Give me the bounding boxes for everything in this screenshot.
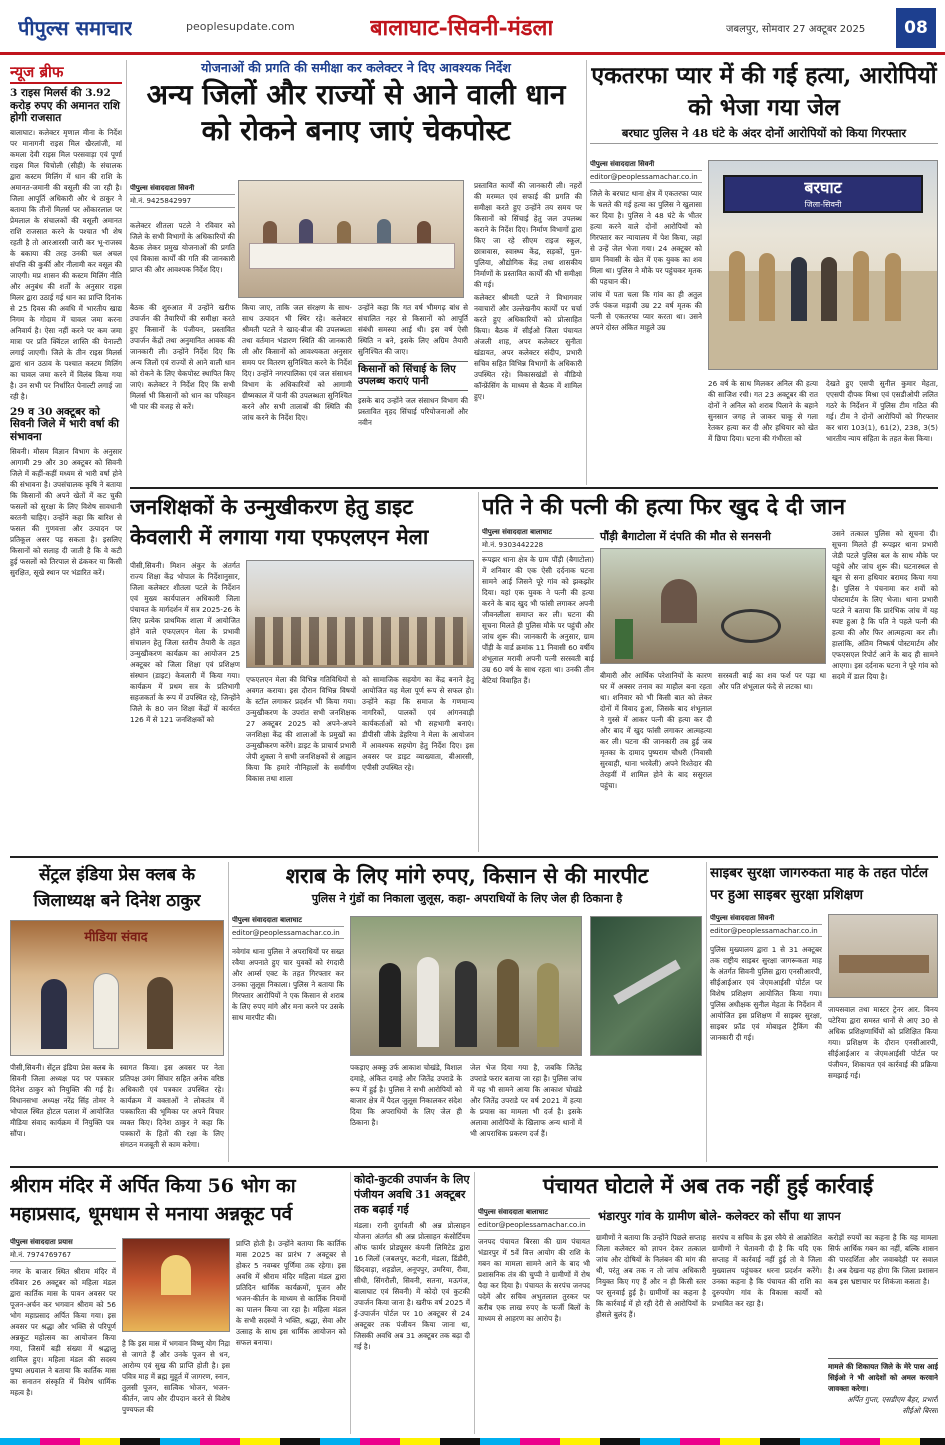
- story-paragraph: प्रस्तावित कार्यों की जानकारी ली। नहरों की मरम्मत एवं सफाई की प्रगति की समीक्षा करते हुए उन्होंने तय समय पर किसानों को सिंचाई हेतु जल उपलब्ध कराने के निर्देश दिए। निर्माण विभागों द्वारा किए जा रहे सीएम राइज स्कूल, छात्रावास, स्वास्थ्य केंद्र, सड़कों, पुल-पुलिया, औद्योगिक केंद्र तथा शासकीय निर्माणों के प्रस्तावित कार्यों की भी समीक्षा की गई।: [474, 181, 582, 289]
- quote-text: मामले की शिकायत जिले के मेरे पास आई सिईओ ने भी आदेशों को अमल करवाने जावक्ता करेगा।: [828, 1362, 938, 1393]
- story-paragraph: करोड़ों रुपयों का कहना है कि यह मामला सिर्फ आर्थिक गबन का नहीं, बल्कि शासन की पारदर्शिता और जवाबदेही पर सवाल है। अब देखना यह होगा कि जिला प्रशासन कब इस भ्रष्टाचार पर शिकंजा कसता है।: [828, 1233, 938, 1286]
- procession-photo: [350, 916, 582, 1056]
- byline: पीपुल्स संवाददाता बालाघाट: [478, 1208, 590, 1219]
- story-text-col-1b: [130, 302, 235, 485]
- story-paragraph: पकड़ाए अक्कू उर्फ आकाश चोखंडे, विशाल दमाहे, अंकित दमाहे और जितेंद्र उपराडे के रूप में हुई है। पुलिस ने सभी आरोपियों को बाजार क्षेत्र में पैदल जुलूस निकालकर संदेश दिया कि अपराधियों के लिए जेल ही ठिकाना है।: [350, 1063, 462, 1127]
- story-text-col-3: [832, 528, 938, 850]
- story-one-sided-love: [590, 60, 938, 485]
- section-title: बालाघाट-सिवनी-मंडला: [370, 15, 554, 41]
- story-paragraph: उसने तत्काल पुलिस को सूचना दी। सूचना मिलते ही रूपझर थाना प्रभारी जेडी पटले पुलिस बल के साथ मौके पर पहुंचे और जांच शुरू की। घटनास्थल से खून से सना हथियार बरामद किया गया है। पुलिस ने पंचनामा कर शवों को पोस्टमार्टम के लिए भेजा। थाना प्रभारी पटले ने बताया कि प्रारंभिक जांच में यह स्पष्ट हुआ है कि पति ने पहले पत्नी की हत्या की और फिर आत्महत्या कर ली। हालांकि, अंतिम निष्कर्ष पोस्टमार्टम और एफएसएल रिपोर्ट आने के बाद ही सामने आएगा। इस दर्दनाक घटना ने पूरे गांव को सदमे में डाल दिया है।: [832, 529, 938, 681]
- story-checkpost: [130, 60, 582, 485]
- story-text-col-1: [232, 946, 344, 1162]
- story-paragraph: एफएलएन मेला की विभिन्न गतिविधियों से अवगत कराया। इस दौरान विभिन्न विषयों के स्टॉल लगाकर प्रदर्शन भी किया गया। उन्मुखीकरण के उपरांत सभी जनशिक्षक 27 अक्टूबर 2025 को अपने-अपने जनशिक्षा केंद्र की शालाओं के प्रमुखों का उन्मुखीकरण करेंगे। डाइट के प्राचार्य प्रभारी जेपी शुक्ला ने सभी जनशिक्षकों से आह्वान किया कि हमारे नौनिहालों के सर्वांगीण विकास तथा शाला: [246, 675, 356, 783]
- story-text-col-2: [350, 1062, 462, 1162]
- story-deck: पौंड़ी बैगाटोला में दंपति की मौत से सनसनी: [600, 530, 771, 543]
- story-headline: अन्य जिलों और राज्यों से आने वाली धान को रोकने बनाए जाएं चेकपोस्ट: [146, 78, 566, 147]
- story-paragraph: बैठक की शुरुआत में उन्होंने खरीफ उपार्जन की तैयारियों की समीक्षा करते हुए किसानों के पंजीयन, प्रस्तावित उपार्जन केंद्रों तथा अनुमानित आवक की जानकारी ली। उन्होंने निर्देश दिए कि अन्य जिलों एवं राज्यों से आने वाली धान को रोकने के लिए चेकपोस्ट स्थापित किए जाएं। कलेक्टर ने निर्देश दिए कि सभी मिलर्स भी किसानों को धान का परिवहन भी पार की वजह से करें।: [130, 303, 235, 411]
- story-text-col-1: [710, 944, 822, 1162]
- page-number: 08: [896, 8, 936, 48]
- story-headline: कोदो-कुटकी उपार्जन के लिए पंजीयन अवधि 31 अक्टूबर तक बढ़ाई गई: [354, 1173, 470, 1216]
- story-paragraph: 26 वर्ष के साथ मिलकर अनिल की हत्या की साजिश रची। गत 23 अक्टूबर की रात दोनों ने अनिल को शराब पिलाने के बहाने सुनसान जगह ले जाकर चाकू से गला रेतकर हत्या कर दी और हथियार को खेत में छिपा दिया। घटना की गंभीरता को: [708, 379, 818, 443]
- section-rule: [10, 856, 938, 858]
- story-paragraph: जायसवाल तथा मास्टर ट्रेनर आर. विनय पटेरिया द्वारा समस्त थानों से आए 30 से अधिक प्रशिक्षणार्थियों को प्रशिक्षित किया गया। प्रशिक्षण के दौरान एनसीआरपी, सीईआईआर व जेएमआईसी पोर्टल पर पंजीयन, शिकायत एवं कार्रवाई की प्रक्रिया समझाई गई।: [828, 1005, 938, 1080]
- mobile-number: मो.नं. 9425842997: [130, 197, 235, 208]
- story-paragraph: स्वागत किया। इस अवसर पर नेता प्रतिपक्ष उमंग सिंघार सहित अनेक वरिष्ठ अधिकारी एवं पत्रकार उपस्थित रहे। कार्यक्रम में वक्ताओं ने लोकतंत्र में पत्रकारिता की भूमिका पर अपने विचार व्यक्त किए। दिनेश ठाकुर ने कहा कि पत्रकारों के हितों की रक्षा के लिए संगठन मजबूती से काम करेगा।: [120, 1063, 224, 1149]
- byline: पीपुल्स संवाददाता बालाघाट: [232, 916, 344, 927]
- brief-body-2: सिवनी। मौसम विज्ञान विभाग के अनुसार आगामी 29 और 30 अक्टूबर को सिवनी जिले में कहीं-कहीं मध्यम से भारी वर्षा होने की संभावना है। उपसंचालक कृषि ने बताया कि किसानों की अपने खेतों में कट चुकी फसलों को सुरक्षा के लिए विशेष सावधानी बरतनी चाहिए। उन्होंने कहा कि बारिश से फसल की गुणवत्ता और उत्पादन पर प्रतिकूल असर पड़ सकता है। इसलिए किसानों को सलाह दी जाती है कि वे कटी हुई फसलों को तिरपाल से ढंककर या किसी सुरक्षित, सूखे स्थान पर भंडारित करें।: [10, 446, 122, 577]
- story-text-col-3: [712, 1232, 822, 1434]
- byline: पीपुल्स संवाददाता सिवनी: [710, 914, 822, 925]
- email: editor@peoplessamachar.co.in: [590, 173, 702, 183]
- training-photo: [828, 914, 938, 998]
- story-subhead: किसानों को सिंचाई के लिए उपलब्ध कराएं पानी: [358, 361, 468, 391]
- village-scene-photo: [600, 548, 826, 664]
- story-headline: एकतरफा प्यार में की गई हत्या, आरोपियों को भेजा गया जेल: [591, 62, 937, 121]
- story-text-col-2: [122, 1338, 230, 1434]
- story-headline: पति ने की पत्नी की हत्या फिर खुद दे दी जान: [482, 494, 846, 520]
- story-text-col-3: [362, 674, 474, 850]
- byline-block: [710, 914, 822, 939]
- story-paragraph: किया जाए, ताकि जल संरक्षण के साथ-साथ उत्पादन भी स्थिर रहे। कलेक्टर श्रीमती पटले ने खाद-बीज की उपलब्धता तथा वर्तमान भंडारण स्थिति की जानकारी ली और किसानों को आवश्यकता अनुसार समय पर वितरण सुनिश्चित करने के निर्देश दिए। उन्होंने नगरपालिका एवं जल संसाधन विभाग के अधिकारियों को आगामी ग्रीष्मकाल में पानी की उपलब्धता सुनिश्चित करने और सभी तालाबों की स्थिति की जांच करने के निर्देश दिए।: [242, 303, 352, 422]
- website: peoplesupdate.com: [186, 20, 295, 33]
- story-text-col-3: [470, 1062, 582, 1162]
- date-line: जबलपुर, सोमवार 27 अक्टूबर 2025: [726, 24, 866, 35]
- byline-block: [232, 916, 344, 941]
- workshop-photo: [246, 560, 474, 668]
- story-paragraph: है कि इस मास में भगवान विष्णु योग निद्रा से जागते हैं और उनके पूजन से धन, आरोग्य एवं सुख की प्राप्ति होती है। इस पवित्र माह में ब्रह्म मुहूर्त में जागरण, स्नान, तुलसी पूजन, सात्विक भोजन, भजन-कीर्तन, जाप और दीपदान करने से विशेष पुण्यफल की: [122, 1339, 230, 1414]
- byline-block: [590, 160, 702, 185]
- story-kodo-kutki: [354, 1172, 470, 1434]
- story-headline: साइबर सुरक्षा जागरुकता माह के तहत पोर्टल पर हुआ साइबर सुरक्षा प्रशिक्षण: [710, 865, 929, 903]
- story-headline: पंचायत घोटाले में अब तक नहीं हुई कार्रवाई: [542, 1173, 874, 1198]
- story-paragraph: जिले के बरघाट थाना क्षेत्र में एकतरफा प्यार के चलते की गई हत्या का पुलिस ने खुलासा कर दिया है। पुलिस ने 48 घंटे के भीतर हत्या करने वाले दोनों आरोपियों को गिरफ्तार कर न्यायालय में पेश किया, जहां से उन्हें जेल भेजा गया। 24 अक्टूबर को ग्राम निवासी के खेत में एक युवक का शव मिला था। पुलिस ने मौके पर पहुंचकर मृतक की पहचान की।: [590, 189, 702, 286]
- story-paragraph: इसके बाद उन्होंने जल संसाधन विभाग की प्रस्तावित वृहद सिंचाई परियोजनाओं और नवीन: [358, 396, 468, 427]
- news-brief-column: [10, 62, 122, 662]
- byline: पीपुल्स संवाददाता प्रयास: [10, 1238, 116, 1249]
- brief-headline-1: 3 राइस मिलर्स की 3.92 करोड़ रुपए की अमानत राशि होगी राजसात: [10, 87, 120, 125]
- photo-caption: सरस्वती बाई का शव फर्श पर पड़ा था और पति शंभूलाल फंदे से लटका था।: [718, 671, 826, 691]
- station-sign-sub: जिला-सिवनी: [804, 200, 842, 209]
- story-text-col-2: [120, 1062, 224, 1162]
- story-liquor-extortion: [232, 862, 702, 1162]
- quote-signoff: अर्पित गुप्ता, एसडीएम बैहर, प्रभारी सीईओ बिरसा: [847, 1395, 938, 1415]
- story-headline: सेंट्रल इंडिया प्रेस क्लब के जिलाध्यक्ष बने दिनेश ठाकुर: [33, 865, 201, 911]
- station-sign-title: बरघाट: [804, 178, 842, 197]
- byline-block: [10, 1238, 116, 1264]
- story-text-col-2: [246, 674, 356, 850]
- byline: पीपुल्स संवाददाता सिवनी: [130, 184, 235, 195]
- police-station-photo: [708, 160, 938, 370]
- column-rule: [228, 862, 229, 1162]
- story-paragraph: पीसी,सिवनी। मिशन अंकुर के अंतर्गत राज्य शिक्षा केंद्र भोपाल के निर्देशानुसार, जिला कलेक्टर शीतला पटले के निर्देशन एवं मुख्य कार्यपालन अधिकारी जिला पंचायत के मार्गदर्शन में सत्र 2025-26 के लिए प्रत्येक प्राथमिक शाला में आयोजित होने वाले एफएलएन मेला के प्रभावी संचालन हेतु जिला स्तरीय तैयारी के तहत उन्मुखीकरण कार्यक्रम का आयोजन 25 अक्टूबर को जिला शिक्षा एवं प्रशिक्षण संस्थान (डाइट) केवलारी में किया गया। कार्यक्रम में प्रथम सत्र के प्रतिभागी सहजकर्ता के रूप में उपस्थित रहे, जिन्होंने जिले के 80 जन शिक्षा केंद्रों में कार्यरत 126 में से 121 जनशिक्षकों को: [130, 561, 240, 724]
- story-shriram-mandir: [10, 1172, 346, 1434]
- story-paragraph: रूपझर थाना क्षेत्र के ग्राम पौंड़ी (बैगाटोला) में शनिवार की एक ऐसी दर्दनाक घटना सामने आई जिसने पूरे गांव को झकझोर दिया। यहां एक युवक ने पत्नी की हत्या करने के बाद खुद भी फांसी लगाकर अपनी जीवनलीला समाप्त कर ली। घटना की सूचना मिलते ही पुलिस मौके पर पहुंची और जांच शुरू की। जानकारी के अनुसार, ग्राम पौंड़ी के वार्ड क्रमांक 11 निवासी 60 वर्षीय शंभूलाल मरावी अपनी पत्नी सरस्वती बाई उम्र 60 वर्ष के साथ रहता था। उनकी तीन बेटियां विवाहित हैं।: [482, 555, 594, 685]
- paper-name: पीपुल्स समाचार: [18, 16, 133, 40]
- story-paragraph: मंडला। रानी दुर्गावती श्री अन्न प्रोत्साहन योजना अंतर्गत श्री अन्न प्रोत्साहन कंसोर्टियम ऑफ फार्मर प्रोड्यूसर कंपनी लिमिटेड द्वारा 16 जिलों (जबलपुर, कटनी, मंडला, डिंडौरी, छिंदवाड़ा, शहडोल, अनूपपुर, उमरिया, रीवा, सीधी, सिंगरौली, सिवनी, सतना, मऊगंज, बालाघाट एवं सिवनी) में कोदो एवं कुटकी उपार्जन किया जाना है। खरीफ वर्ष 2025 में ई-उपार्जन पोर्टल पर 10 अक्टूबर से 24 अक्टूबर तक पंजीयन किया जाना था, जिसकी अवधि अब 31 अक्टूबर तक बढ़ा दी गई है।: [354, 1221, 470, 1351]
- story-paragraph: को सामाजिक सहयोग का केंद्र बनाने हेतु आयोजित यह मेला पूर्ण रूप से सफल हो। उन्होंने कहा कि समाज के गणमान्य नागरिकों, पालकों एवं आंगनवाड़ी कार्यकर्ताओं को भी सहभागी बनाएं। डीपीसी जीके डेहरिया ने मेला के आयोजन में आवश्यक सहयोग हेतु निर्देश दिए। इस अवसर पर डाइट व्याख्याता, बीआरसी, एपीसी उपस्थित रहे।: [362, 675, 474, 772]
- story-deck: पुलिस ने गुंडों का निकाला जुलूस, कहा- अपराधियों के लिए जेल ही ठिकाना है: [311, 892, 623, 905]
- byline-block: [478, 1208, 590, 1233]
- story-text-col-1: [482, 554, 594, 850]
- story-text-col-1: [10, 1266, 116, 1434]
- story-headline: शराब के लिए मांगे रुपए, किसान से की मारपीट: [285, 863, 649, 888]
- press-club-photo: [10, 920, 224, 1056]
- story-text-col-2: [600, 670, 712, 850]
- story-paragraph: बीमारी और आर्थिक परेशानियों के कारण घर में अक्सर तनाव का माहौल बना रहता था। शनिवार को भी किसी बात को लेकर दोनों में विवाद हुआ, जिसके बाद शंभूलाल ने गुस्से में आकर पत्नी की हत्या कर दी और बाद में खुद फांसी लगाकर आत्महत्या कर ली। घटना की जानकारी तब हुई जब मृतका के दामाद पुष्पराम चौधरी (निवासी सुरवाही, थाना भरवेली) अपने रिश्तेदार की तेरहवीं में शामिल होने के बाद ससुराल पहुंचा।: [600, 671, 712, 790]
- byline-block: [482, 528, 594, 554]
- story-paragraph: कलेक्टर श्रीमती पटले ने विभागवार नवाचारों और उल्लेखनीय कार्यों पर चर्चा करते हुए अधिकारियों को प्रोत्साहित किया। बैठक में सीईओ जिला पंचायत अंजली शाह, अपर कलेक्टर सुनीता खंडायत, अपर कलेक्टर संदीप, प्रभारी सचिव सहित विभिन्न विभागों के अधिकारी उपस्थित रहे। विकासखंडों से वीडियो कॉन्फ्रेंसिंग के माध्यम से बैठक में शामिल हुए।: [474, 293, 582, 401]
- masthead: [0, 0, 945, 55]
- story-paragraph: देखते हुए एसपी सुनील कुमार मेहता, एएसपी दीपक मिश्रा एवं एसडीओपी ललित गठरे के निर्देशन में पुलिस टीम गठित की गई। टीम ने दोनों आरोपियों को गिरफ्तार कर धारा 103(1), 61(2), 238, 3(5) भारतीय न्याय संहिता के तहत केस किया।: [826, 379, 938, 443]
- column-rule: [586, 60, 587, 485]
- column-rule: [478, 492, 479, 852]
- byline: पीपुल्स संवाददाता सिवनी: [590, 160, 702, 171]
- story-deck: बरघाट पुलिस ने 48 घंटे के अंदर दोनों आरोपियों को किया गिरफ्तार: [590, 127, 938, 144]
- story-paragraph: जनपद पंचायत बिरसा की ग्राम पंचायत भंडारपुर में 5वें वित्त आयोग की राशि के गबन का मामला सामने आने के बाद भी प्रशासनिक तंत्र की चुप्पी ने ग्रामीणों में रोष पैदा कर दिया है। पंचायत के सरपंच जनपद पदेमें और सचिव अभुतलाल तुरकर पर करीब एक लाख रुपए के फर्जी बिलों के माध्यम से आहरण का आरोप है।: [478, 1237, 590, 1323]
- story-text-col-2: [828, 1004, 938, 1162]
- story-text-col-4: [474, 180, 582, 485]
- story-text-col-2: [708, 378, 818, 485]
- byline: पीपुल्स संवाददाता बालाघाट: [482, 528, 594, 539]
- column-rule: [706, 862, 707, 1162]
- column-rule: [126, 60, 127, 660]
- weapon-photo: [590, 916, 702, 1056]
- meeting-photo: [238, 180, 464, 298]
- section-rule: [10, 1166, 938, 1168]
- story-text-col-4: [828, 1232, 938, 1352]
- story-headline: श्रीराम मंदिर में अर्पित किया 56 भोग का महाप्रसाद, धूमधाम से मनाया अन्नकूट पर्व: [10, 1175, 296, 1225]
- registration-strip: [0, 1438, 945, 1445]
- story-paragraph: पीसी,सिवनी। सेंट्रल इंडिया प्रेस क्लब के सिवनी जिला अध्यक्ष पद पर पत्रकार दिनेश ठाकुर को नियुक्ति की गई है। विधानसभा अध्यक्ष नरेंद्र सिंह तोमर ने भोपाल स्थित होटल पलाश में आयोजित मीडिया संवाद कार्यक्रम में नियुक्ति पत्र सौंपा।: [10, 1063, 114, 1138]
- story-paragraph: कलेक्टर शीतला पटले ने रविवार को जिले के सभी विभागों के अधिकारियों की बैठक लेकर प्रमुख योजनाओं की प्रगति एवं विकास कार्यों की गति की जानकारी प्राप्त की और आवश्यक निर्देश दिए।: [130, 221, 235, 274]
- story-text-col-3: [236, 1238, 346, 1434]
- story-fln-mela: [130, 492, 474, 852]
- brief-label: न्यूज ब्रीफ: [10, 62, 122, 84]
- story-paragraph: प्राप्ति होती है। उन्होंने बताया कि कार्तिक मास 2025 का प्रारंभ 7 अक्टूबर से होकर 5 नवम्बर पूर्णिमा तक रहेगा। इस अवधि में श्रीराम मंदिर महिला मंडल द्वारा प्रतिदिन धार्मिक कार्यक्रमों, पूजन और भजन-कीर्तन के माध्यम से कार्तिक नियमों का पालन किया जा रहा है। महिला मंडल के सभी सदस्यों ने भक्ति, श्रद्धा, सेवा और उत्साह के साथ इस धार्मिक आयोजन को सफल बनाया।: [236, 1239, 346, 1347]
- email: editor@peoplessamachar.co.in: [478, 1221, 590, 1231]
- brief-body-1: बालाघाट। कलेक्टर मृणाल मीना के निर्देश पर मानागनी राइस मिल खैरलांजी, मां कमला देवी राइस मिल परसवाड़ा एवं पूर्णा राइस मिल चिचोली (सीही) के संचालक द्वारा कस्टम मिलिंग में धान की राशि के अमानत-जमानी की वसूली की जा रही है। जिला आपूर्ति अधिकारी और थे ठाकुर ने बताया कि तीनों मिलर्स पर ओंकारलाल पर प्रेमलाल के संचालकों की वसूली अमानत राशि राजसात करने के पश्चात भी शेष रहती है तो आरआरसी जारी कर भू-राजस्व के बकाया की तरह उनकी चल अचल संपत्ति की कुर्की और नीलामी कर वसूल की जाएगी। मप्र शासन की कस्टम मिलिंग नीति और अनुबंध की शर्तों के अनुसार राइस मिलर द्वारा उठाई गई धान का प्राप्ति दिनांक से 25 दिवस की अवधि में भारतीय खाद्य निगम के गोदाम में चावल जमा करना अनिवार्य है। ऐसा नहीं करने पर कम जमा मात्रा पर प्रति क्विंटल शास्ति की पेनाल्टी लगाई जाएगी। जिले के तीन राइस मिलर्स द्वारा धान उठाव के पश्चात कस्टम मिलिंग का चावल जमा करने में विलंब किया गया है। उन सभी पर निर्धारित पेनाल्टी लगाई जा रही है।: [10, 127, 122, 401]
- story-text-col-1: [10, 1062, 114, 1162]
- story-paragraph: जांच में पता चला कि गांव का ही अतुल उर्फ पंकज मड़ावी उम्र 22 वर्ष मृतक की पत्नी से एकतरफा प्यार करता था। उसने अपने दोस्त अंकित माहुले उम्र: [590, 290, 702, 332]
- story-paragraph: सरपंच व सचिव के इस रवैये से आक्रोशित ग्रामीणों ने चेतावनी दी है कि यदि एक सप्ताह में कार्रवाई नहीं हुई तो वे जिला मुख्यालय पहुंचकर धरना प्रदर्शन करेंगे। उनका कहना है कि पंचायत की राशि का दुरुपयोग गांव के विकास कार्यों को प्रभावित कर रहा है।: [712, 1233, 822, 1308]
- story-text-col-2: [596, 1232, 706, 1434]
- story-text-col-3: [358, 302, 468, 485]
- column-rule: [474, 1172, 475, 1434]
- story-text-col-2b: [718, 670, 826, 850]
- story-paragraph: नगर के बाजार स्थित श्रीराम मंदिर में रविवार 26 अक्टूबर को महिला मंडल द्वारा कार्तिक मास के पावन अवसर पर पूजन-अर्चन कर भगवान श्रीराम को 56 भोग महाप्रसाद अर्पित किया गया। इस अवसर पर श्रद्धा और भक्ति से परिपूर्ण अन्नकूट महोत्सव का आयोजन किया गया, जिसमें बड़ी संख्या में श्रद्धालु शामिल हुए। महिला मंडल की सदस्य पुष्पा अग्रवाल ने बताया कि कार्तिक मास का सनातन संस्कृति में विशेष धार्मिक महत्व है।: [10, 1267, 116, 1397]
- story-husband-wife: [482, 492, 938, 852]
- story-text-col-3: [826, 378, 938, 485]
- story-panchayat-scam: [478, 1172, 938, 1434]
- story-paragraph: नवेगांव थाना पुलिस ने अपराधियों पर सख्त रवैया अपनाते हुए चार युवकों को रंगदारी और आर्म्स एक्ट के तहत गिरफ्तार कर उनका जुलूस निकाला। पुलिस ने बताया कि गिरफ्तार आरोपियों ने एक किसान से शराब के लिए रुपए मांगे और मना करने पर उसके साथ मारपीट की।: [232, 947, 344, 1022]
- story-paragraph: ग्रामीणों ने बताया कि उन्होंने पिछले सप्ताह जिला कलेक्टर को ज्ञापन देकर तत्काल जांच और दोषियों के निलंबन की मांग की थी, परंतु अब तक न तो जांच अधिकारी नियुक्त किए गए हैं और न ही किसी स्तर पर सुनवाई हुई है। ग्रामीणों का कहना है कि कार्रवाई में हो रही देरी से आरोपियों के हौसले बुलंद हैं।: [596, 1233, 706, 1319]
- mobile-number: मो.नं. 9303442228: [482, 541, 594, 552]
- email: editor@peoplessamachar.co.in: [232, 929, 344, 939]
- story-press-club: [10, 862, 224, 1162]
- photo-banner: मीडिया संवाद: [84, 930, 148, 945]
- temple-photo: [122, 1238, 230, 1332]
- story-deck: भंडारपुर गांव के ग्रामीण बोले- कलेक्टर को सौंपा था ज्ञापन: [598, 1209, 841, 1223]
- story-text-col-1: [130, 560, 240, 850]
- story-paragraph: उन्होंने कहा कि गत वर्ष भीमगढ़ बांध से संचालित नहर से किसानों को आपूर्ति संबंधी समस्या आई थी। इस वर्ष ऐसी स्थिति न बने, इसके लिए अग्रिम तैयारी सुनिश्चित की जाए।: [358, 303, 468, 356]
- story-text-col-1: [590, 188, 702, 438]
- story-cyber-security: [710, 862, 938, 1162]
- story-kicker: योजनाओं की प्रगति की समीक्षा कर कलेक्टर ने दिए आवश्यक निर्देश: [201, 60, 511, 75]
- brief-headline-2: 29 व 30 अक्टूबर को सिवनी जिले में भारी वर्षा की संभावना: [10, 405, 119, 443]
- story-text-col-1: [478, 1236, 590, 1434]
- story-paragraph: पुलिस मुख्यालय द्वारा 1 से 31 अक्टूबर तक राष्ट्रीय साइबर सुरक्षा जागरूकता माह के अंतर्गत सिवनी पुलिस द्वारा एनसीआरपी, सीईआईआर एवं जेएमआईसी पोर्टल पर विशेष प्रशिक्षण आयोजित किया गया। पुलिस अधीक्षक सुनील मेहता के निर्देशन में आयोजित इस प्रशिक्षण में साइबर सुरक्षा, साइबर फ्रॉड एवं मोबाइल ट्रैकिंग की जानकारी दी गई।: [710, 945, 822, 1042]
- story-byline-block: [130, 184, 235, 210]
- email: editor@peoplessamachar.co.in: [710, 927, 822, 937]
- column-rule: [350, 1172, 351, 1434]
- story-paragraph: जेल भेज दिया गया है, जबकि जितेंद्र उपराडे फरार बताया जा रहा है। पुलिस जांच में यह भी सामने आया कि आकाश चोखंडे और जितेंद्र उपराडे पर वर्ष 2021 में हत्या के प्रयास का मामला भी दर्ज है। इसके अलावा आरोपियों के खिलाफ अन्य थानों में भी आपराधिक प्रकरण दर्ज हैं।: [470, 1063, 582, 1138]
- section-rule: [130, 487, 938, 489]
- story-headline: जनशिक्षकों के उन्मुखीकरण हेतु डाइट केवलारी में लगाया गया एफएलएन मेला: [130, 494, 429, 549]
- story-text-col-2: [242, 302, 352, 485]
- quote-box: [828, 1358, 938, 1434]
- mobile-number: मो.नं. 7974769767: [10, 1251, 116, 1262]
